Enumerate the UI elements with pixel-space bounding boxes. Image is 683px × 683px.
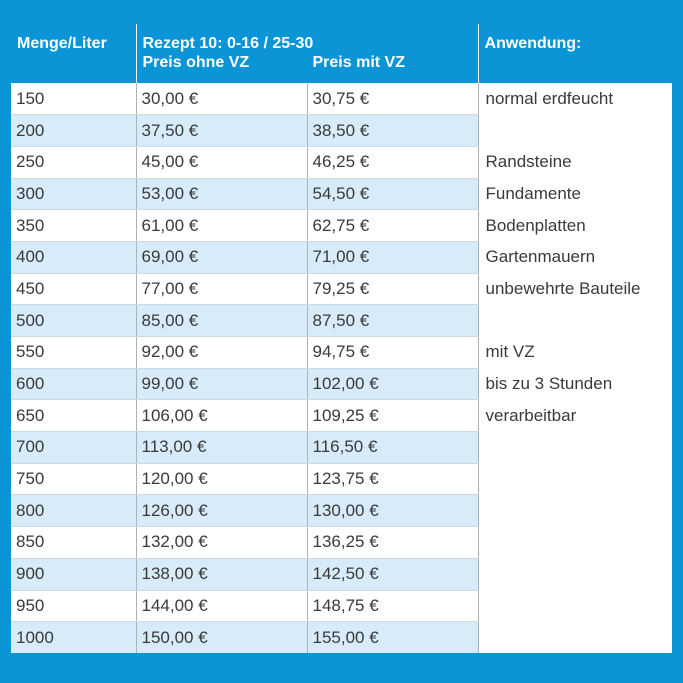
usage-cell	[478, 558, 672, 590]
table-row	[11, 241, 672, 273]
table-header-row	[11, 24, 672, 83]
price-with-cell: 109,25 €	[307, 400, 478, 432]
price-without-cell: 144,00 €	[136, 590, 307, 622]
price-without-cell: 150,00 €	[136, 622, 307, 654]
price-with-cell: 79,25 €	[307, 273, 478, 305]
table-row	[11, 368, 672, 400]
usage-cell: mit VZ	[478, 337, 672, 369]
price-without-cell: 45,00 €	[136, 146, 307, 178]
quantity-cell: 950	[11, 590, 136, 622]
table-row	[11, 337, 672, 369]
table-row	[11, 495, 672, 527]
quantity-cell: 450	[11, 273, 136, 305]
usage-cell	[478, 527, 672, 559]
price-with-cell: 71,00 €	[307, 241, 478, 273]
quantity-cell: 900	[11, 558, 136, 590]
table-row	[11, 83, 672, 115]
table-row	[11, 590, 672, 622]
quantity-cell: 700	[11, 432, 136, 464]
table-row	[11, 146, 672, 178]
price-with-cell: 142,50 €	[307, 558, 478, 590]
price-with-cell: 94,75 €	[307, 337, 478, 369]
price-with-cell: 148,75 €	[307, 590, 478, 622]
price-with-cell: 136,25 €	[307, 527, 478, 559]
price-without-cell: 106,00 €	[136, 400, 307, 432]
table-row	[11, 210, 672, 242]
price-without-cell: 138,00 €	[136, 558, 307, 590]
price-without-cell: 92,00 €	[136, 337, 307, 369]
quantity-cell: 200	[11, 115, 136, 147]
price-without-cell: 120,00 €	[136, 463, 307, 495]
price-without-cell: 77,00 €	[136, 273, 307, 305]
price-without-cell: 85,00 €	[136, 305, 307, 337]
price-with-cell: 102,00 €	[307, 368, 478, 400]
usage-cell: normal erdfeucht	[478, 83, 672, 115]
usage-cell	[478, 590, 672, 622]
usage-cell: verarbeitbar	[478, 400, 672, 432]
header-recipe	[136, 24, 478, 83]
price-with-cell: 130,00 €	[307, 495, 478, 527]
price-without-cell: 113,00 €	[136, 432, 307, 464]
quantity-cell: 250	[11, 146, 136, 178]
table-row	[11, 527, 672, 559]
price-with-cell: 54,50 €	[307, 178, 478, 210]
price-without-cell: 61,00 €	[136, 210, 307, 242]
usage-cell: bis zu 3 Stunden	[478, 368, 672, 400]
quantity-cell: 850	[11, 527, 136, 559]
price-with-cell: 87,50 €	[307, 305, 478, 337]
price-with-cell: 38,50 €	[307, 115, 478, 147]
quantity-cell: 550	[11, 337, 136, 369]
price-without-cell: 53,00 €	[136, 178, 307, 210]
usage-cell: Bodenplatten	[478, 210, 672, 242]
price-with-cell: 155,00 €	[307, 622, 478, 654]
table-row	[11, 558, 672, 590]
quantity-cell: 800	[11, 495, 136, 527]
price-with-cell: 123,75 €	[307, 463, 478, 495]
usage-cell: Randsteine	[478, 146, 672, 178]
table-body	[11, 83, 672, 653]
usage-cell	[478, 115, 672, 147]
quantity-cell: 1000	[11, 622, 136, 654]
usage-cell	[478, 432, 672, 464]
quantity-cell: 150	[11, 83, 136, 115]
table-row	[11, 305, 672, 337]
price-without-cell: 37,50 €	[136, 115, 307, 147]
table-row	[11, 432, 672, 464]
table-row	[11, 622, 672, 654]
quantity-cell: 400	[11, 241, 136, 273]
table-row	[11, 463, 672, 495]
table-row	[11, 178, 672, 210]
quantity-cell: 300	[11, 178, 136, 210]
header-price-with: Preis mit VZ	[312, 54, 405, 71]
header-price-without: Preis ohne VZ	[142, 54, 250, 71]
usage-cell: Gartenmauern	[478, 241, 672, 273]
usage-cell: Fundamente	[478, 178, 672, 210]
price-table	[11, 24, 672, 653]
price-with-cell: 62,75 €	[307, 210, 478, 242]
price-with-cell: 46,25 €	[307, 146, 478, 178]
table-row	[11, 115, 672, 147]
header-recipe-title: Rezept 10: 0-16 / 25-30	[142, 35, 314, 52]
header-quantity: Menge/Liter	[11, 24, 136, 83]
price-without-cell: 99,00 €	[136, 368, 307, 400]
price-without-cell: 126,00 €	[136, 495, 307, 527]
quantity-cell: 750	[11, 463, 136, 495]
quantity-cell: 600	[11, 368, 136, 400]
usage-cell	[478, 622, 672, 654]
price-without-cell: 132,00 €	[136, 527, 307, 559]
header-usage: Anwendung:	[478, 24, 672, 83]
price-with-cell: 116,50 €	[307, 432, 478, 464]
price-with-cell: 30,75 €	[307, 83, 478, 115]
price-without-cell: 69,00 €	[136, 241, 307, 273]
usage-cell	[478, 305, 672, 337]
table-row	[11, 273, 672, 305]
price-without-cell: 30,00 €	[136, 83, 307, 115]
usage-cell: unbewehrte Bauteile	[478, 273, 672, 305]
usage-cell	[478, 495, 672, 527]
quantity-cell: 500	[11, 305, 136, 337]
quantity-cell: 650	[11, 400, 136, 432]
table-row	[11, 400, 672, 432]
quantity-cell: 350	[11, 210, 136, 242]
usage-cell	[478, 463, 672, 495]
